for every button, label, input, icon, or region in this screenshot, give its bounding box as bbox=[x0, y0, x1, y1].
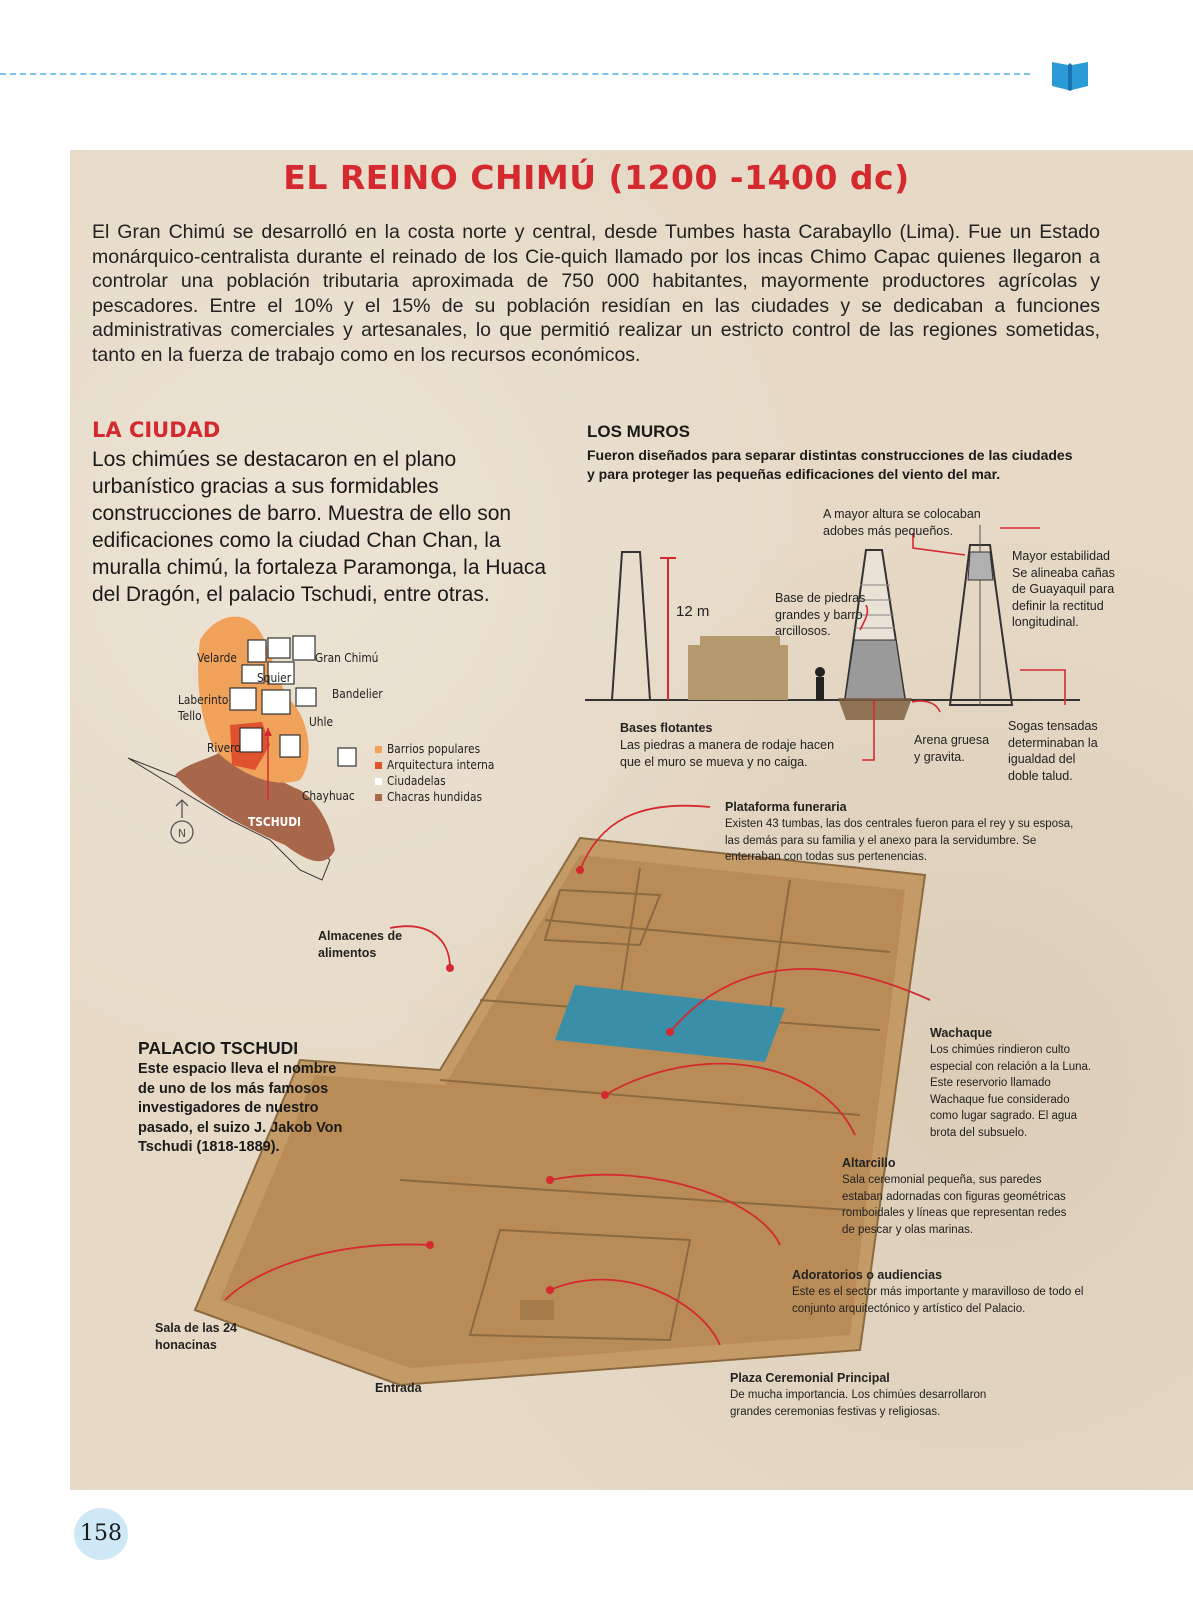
map-legend bbox=[375, 746, 382, 801]
legend-chacras: Chacras hundidas bbox=[387, 789, 482, 804]
callout-plataforma-title: Plataforma funeraria bbox=[725, 800, 847, 814]
callout-sala: Sala de las 24 honacinas bbox=[155, 1321, 238, 1352]
muros-heading: LOS MUROS bbox=[587, 422, 690, 441]
ciudad-heading: LA CIUDAD bbox=[92, 418, 221, 442]
callout-wachaque-title: Wachaque bbox=[930, 1026, 993, 1040]
callout-entrada: Entrada bbox=[375, 1381, 422, 1395]
note-arena: Arena gruesa y gravita. bbox=[914, 733, 990, 764]
map-label-laberinto: Laberinto bbox=[178, 692, 229, 707]
page-number: 158 bbox=[74, 1508, 128, 1560]
note-adobes: A mayor altura se colocaban adobes más pequeños. bbox=[823, 507, 981, 538]
callout-adoratorios-text: Este es el sector más importante y maravilloso de todo el conjunto arquitectónico y artístico del Palacio. bbox=[792, 1286, 1084, 1315]
map-label-bandelier: Bandelier bbox=[332, 686, 383, 701]
legend-arquitectura: Arquitectura interna bbox=[387, 757, 495, 772]
page-title: EL REINO CHIMÚ (1200 -1400 dc) bbox=[283, 158, 910, 197]
callout-wachaque-text: Los chimúes rindieron culto especial con relación a la Luna. Este reservorio llamado Wachaque fue considerado como lugar sagrado. El agua brota del subsuelo. bbox=[930, 1044, 1092, 1139]
callout-adoratorios-title: Adoratorios o audiencias bbox=[792, 1268, 943, 1282]
callout-plaza-title: Plaza Ceremonial Principal bbox=[730, 1371, 890, 1385]
note-bases-title: Bases flotantes bbox=[620, 721, 713, 735]
map-label-gran-chimu: Gran Chimú bbox=[315, 650, 379, 665]
wall-height-label: 12 m bbox=[676, 603, 710, 620]
callout-altarcillo-text: Sala ceremonial pequeña, sus paredes estaban adornadas con figuras geométricas romboidales y líneas que representan redes de pescar y olas marinas. bbox=[842, 1174, 1067, 1236]
callout-altarcillo-title: Altarcillo bbox=[842, 1156, 896, 1170]
ciudad-text: Los chimúes se destacaron en el plano urbanístico gracias a sus formidables construcciones de barro. Muestra de ello son edificaciones como la ciudad Chan Chan, la muralla chimú, la fortaleza Paramonga, la Huaca del Dragón, el palacio Tschudi, entre otras. bbox=[92, 448, 547, 606]
map-label-tello: Tello bbox=[178, 708, 202, 723]
muros-text: Fueron diseñados para separar distintas construcciones de las ciudades y para proteger las pequeñas edificaciones del viento del mar. bbox=[587, 447, 1073, 482]
map-label-rivero: Rivero bbox=[207, 740, 241, 755]
note-base: Base de piedras grandes y barro arcillosos. bbox=[775, 591, 866, 638]
map-label-uhle: Uhle bbox=[309, 714, 334, 729]
map-label-velarde: Velarde bbox=[197, 650, 237, 665]
note-estabilidad: Mayor estabilidad Se alineaba cañas de Guayaquil para definir la rectitud longitudinal. bbox=[1012, 549, 1115, 629]
note-bases-text: Las piedras a manera de rodaje hacen que el muro se mueva y no caiga. bbox=[620, 738, 835, 769]
callout-plaza-text: De mucha importancia. Los chimúes desarrollaron grandes ceremonias festivas y religiosas. bbox=[730, 1389, 987, 1418]
svg-text:N: N bbox=[177, 827, 187, 840]
palacio-heading: PALACIO TSCHUDI bbox=[138, 1038, 299, 1058]
callout-plataforma-text: Existen 43 tumbas, las dos centrales fueron para el rey y su esposa, las demás para su familia y el anexo para la servidumbre. Se enterraban con todas sus pertenencias. bbox=[725, 818, 1074, 863]
map-label-squier: Squier bbox=[257, 670, 292, 685]
callout-almacenes: Almacenes de alimentos bbox=[318, 929, 403, 960]
legend-ciudadelas: Ciudadelas bbox=[387, 773, 446, 788]
intro-paragraph: El Gran Chimú se desarrolló en la costa norte y central, desde Tumbes hasta Carabayllo (Lima). Fue un Estado monárquico-centralista durante el reinado de los Cie-quich llamado por los incas Chimo Capac quienes llegaron a controlar una población tributaria aproximada de 750 000 habitantes, mayormente productores agrícolas y pescadores. Entre el 10% y el 15% de su población residían en las ciudades y se dedicaban a funciones administrativas comerciales y artesanales, lo que permitió realizar un estricto control de las regiones sometidas, tanto en la fuerza de trabajo como en los recursos económicos. bbox=[92, 221, 1100, 366]
map-label-chayhuac: Chayhuac bbox=[302, 788, 355, 803]
legend-barrios: Barrios populares bbox=[387, 741, 481, 756]
map-label-tschudi: TSCHUDI bbox=[248, 814, 301, 829]
note-sogas: Sogas tensadas determinaban la igualdad del doble talud. bbox=[1008, 719, 1098, 783]
north-arrow-icon bbox=[171, 800, 193, 843]
palacio-text: Este espacio lleva el nombre de uno de los más famosos investigadores de nuestro pasado, el suizo J. Jakob Von Tschudi (1818-1889). bbox=[138, 1061, 343, 1155]
